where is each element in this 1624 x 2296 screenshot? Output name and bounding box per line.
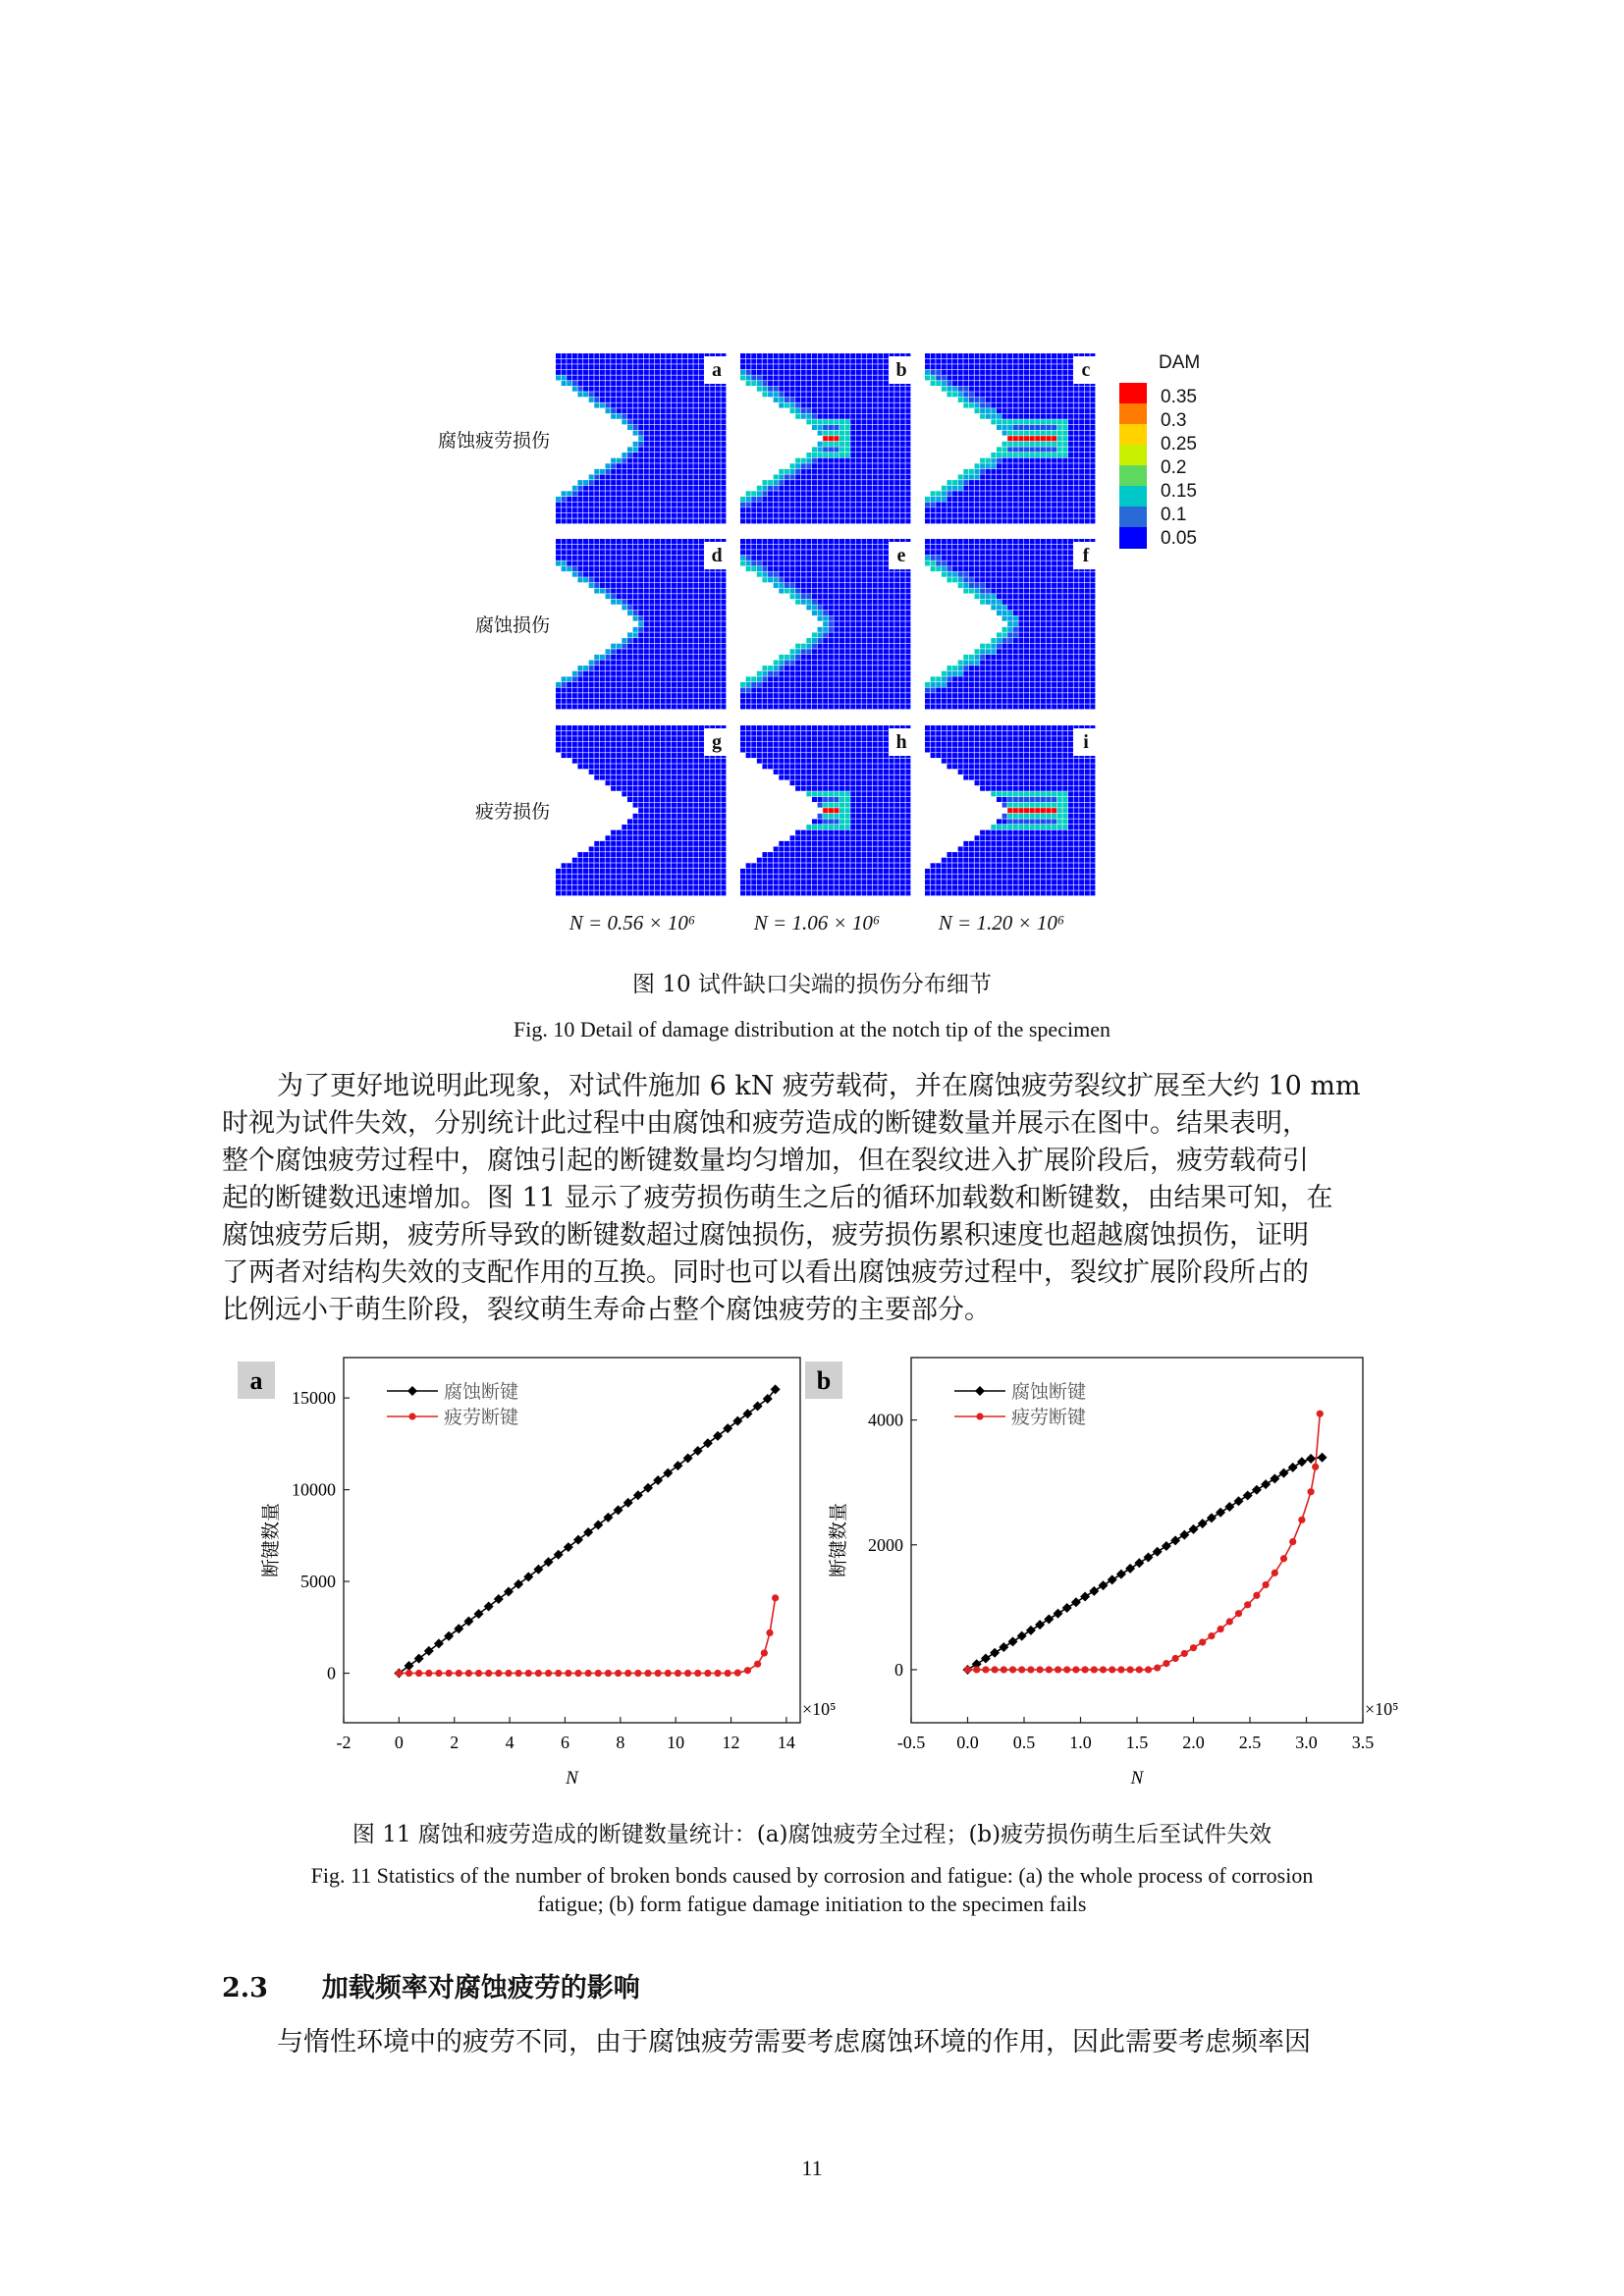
section-title: 加载频率对腐蚀疲劳的影响 [321,1973,640,2003]
data-point [605,1670,612,1677]
section-heading [222,1966,640,2004]
data-point [465,1670,472,1677]
legend-marker [407,1386,417,1396]
data-point [1208,1632,1215,1639]
cycle-label-1: N = 0.56 × 10⁶ [568,911,696,934]
data-point [415,1670,422,1677]
paragraph-line-5: 腐蚀疲劳后期，疲劳所导致的断键数超过腐蚀损伤，疲劳损伤累积速度也超越腐蚀损伤，证明 [222,1220,1309,1251]
data-point [1306,1454,1316,1464]
data-point [766,1629,773,1636]
y-tick-label: 0 [327,1663,336,1683]
data-point [1270,1473,1279,1483]
data-point [615,1670,622,1677]
paragraph-line-7: 比例远小于萌生阶段，裂纹萌生寿命占整个腐蚀疲劳的主要部分。 [222,1295,991,1325]
panel-letter-d: d [704,542,730,569]
x-multiplier: ×10⁵ [802,1699,837,1719]
data-point [1109,1666,1115,1673]
x-tick-label: 2 [450,1733,460,1752]
data-point [585,1670,592,1677]
x-tick-label: 6 [560,1733,569,1752]
section-paragraph [222,2024,1414,2061]
y-tick-label: 5000 [300,1572,336,1592]
data-point [515,1670,522,1677]
data-point [1018,1666,1025,1673]
panel-letter-f: f [1073,542,1099,569]
data-point [1207,1513,1217,1522]
data-point [684,1670,691,1677]
y-axis-label: 断键数量 [829,1502,849,1578]
data-point [1071,1597,1081,1607]
x-axis-label: N [1130,1768,1144,1789]
data-point [1027,1666,1034,1673]
data-point [1199,1638,1206,1645]
data-point [396,1670,403,1677]
data-point [565,1670,571,1677]
data-point [1154,1664,1161,1671]
data-point [990,1648,1000,1658]
data-point [545,1670,552,1677]
data-point [1044,1614,1054,1624]
data-point [1312,1464,1319,1470]
panel-letter-h: h [889,728,914,756]
colorbar-band [1119,527,1147,549]
damage-panel-h [740,725,911,896]
data-point [1017,1631,1027,1641]
data-point [1288,1463,1298,1472]
data-point [999,1642,1008,1652]
data-point [1172,1655,1179,1662]
chart-a [226,1350,837,1801]
data-point [1145,1666,1152,1673]
data-point [992,1666,999,1673]
data-point [1116,1570,1126,1579]
data-point [1136,1666,1143,1673]
data-point [1226,1618,1233,1625]
x-tick-label: 10 [667,1733,685,1752]
legend-marker [975,1386,985,1396]
data-point [1046,1666,1053,1673]
paragraph-line-6: 了两者对结构失效的支配作用的互换。同时也可以看出腐蚀疲劳过程中，裂纹扩展阶段所占的 [222,1257,1309,1288]
data-point [456,1670,462,1677]
data-point [704,1670,711,1677]
data-point [734,1670,741,1677]
data-point [1252,1485,1262,1495]
row-label-corrosion: 腐蚀损伤 [474,614,550,636]
data-point [1001,1666,1007,1673]
data-point [435,1670,442,1677]
x-tick-label: 3.5 [1351,1733,1375,1752]
legend-label: 疲劳断键 [1011,1408,1087,1428]
data-point [1108,1575,1117,1584]
data-point [1189,1524,1199,1534]
colorbar-label-0.05: 0.05 [1161,528,1197,549]
data-point [1243,1491,1253,1501]
data-point [665,1670,672,1677]
data-point [425,1670,432,1677]
data-point [1162,1541,1171,1551]
data-point [595,1670,602,1677]
section-first-line: 与惰性环境中的疲劳不同，由于腐蚀疲劳需要考虑腐蚀环境的作用，因此需要考虑频率因 [277,2027,1311,2057]
plot-frame [344,1358,800,1723]
panel-letter-e: e [889,542,914,569]
data-point [1055,1666,1061,1673]
data-point [1244,1601,1251,1608]
x-tick-label: 3.0 [1295,1733,1318,1752]
data-point [1261,1479,1271,1489]
data-point [1072,1666,1079,1673]
panel-letter-g: g [704,728,730,756]
data-point [1062,1603,1072,1613]
row-label-corrosion-fatigue: 腐蚀疲劳损伤 [437,430,550,452]
data-point [1127,1666,1134,1673]
data-point [1100,1666,1107,1673]
figure-11-caption-en-line1: Fig. 11 Statistics of the number of broken bonds caused by corrosion and fatigue: (a) the whole process of corrosion [310,1863,1314,1888]
data-point [1026,1626,1036,1635]
paragraph-line-2: 时视为试件失效，分别统计此过程中由腐蚀和疲劳造成的断键数量并展示在图中。结果表明， [222,1108,1309,1139]
data-point [535,1670,542,1677]
data-point [495,1670,502,1677]
data-point [1234,1496,1244,1506]
colorbar [1119,383,1147,548]
legend-marker [976,1413,983,1419]
data-point [574,1670,581,1677]
colorbar-label-0.35: 0.35 [1161,387,1197,407]
data-point [1144,1552,1154,1562]
data-point [1008,1636,1018,1646]
x-tick-label: 0.5 [1012,1733,1036,1752]
damage-panel-a [556,353,727,524]
data-point [1134,1558,1144,1568]
data-point [694,1670,701,1677]
x-tick-label: 0.0 [956,1733,979,1752]
data-point [1009,1666,1016,1673]
data-point [1190,1644,1197,1651]
x-tick-label: 1.5 [1125,1733,1149,1752]
x-tick-label: 8 [616,1733,625,1752]
x-tick-label: -2 [336,1733,352,1752]
y-tick-label: 0 [894,1659,903,1680]
colorbar-band [1119,486,1147,507]
data-point [1218,1626,1224,1632]
data-point [1035,1620,1045,1629]
damage-panel-b [740,353,911,524]
data-point [1089,1586,1099,1596]
data-point [973,1666,980,1673]
data-point [1091,1666,1098,1673]
y-tick-label: 4000 [868,1410,903,1430]
colorbar-band [1119,465,1147,487]
data-point [1125,1564,1135,1574]
data-point [1318,1453,1327,1463]
legend-label: 疲劳断键 [444,1408,519,1428]
legend-marker [408,1413,415,1419]
cycle-label-3: N = 1.20 × 10⁶ [938,911,1065,934]
y-tick-label: 15000 [292,1388,336,1409]
paragraph-line-1: 为了更好地说明此现象，对试件施加 6 kN 疲劳载荷，并在腐蚀疲劳裂纹扩展至大约 10 mm [277,1071,1361,1101]
data-point [644,1670,651,1677]
data-point [1117,1666,1124,1673]
series-line-1 [968,1414,1321,1670]
data-point [1272,1570,1278,1576]
legend-label: 腐蚀断键 [444,1382,519,1403]
x-tick-label: 1.0 [1069,1733,1092,1752]
cycle-label-2: N = 1.06 × 10⁶ [753,911,881,934]
x-tick-label: 2.0 [1182,1733,1205,1752]
data-point [1224,1502,1234,1512]
data-point [1153,1547,1163,1557]
data-point [1279,1468,1289,1478]
body-paragraph [222,1068,1414,1329]
data-point [761,1649,768,1656]
paragraph-line-3: 整个腐蚀疲劳过程中，腐蚀引起的断键数量均匀增加，但在裂纹进入扩展阶段后，疲劳载荷引 [222,1146,1309,1176]
data-point [1253,1592,1260,1599]
data-point [1170,1535,1180,1545]
section-number: 2.3 [222,1973,268,2003]
paragraph-line-4: 起的断键数迅速增加。图 11 显示了疲劳损伤萌生之后的循环加载数和断键数，由结果可知，在 [222,1183,1333,1213]
panel-letter-b: b [889,356,914,384]
x-tick-label: 12 [722,1733,740,1752]
panel-letter: b [816,1366,832,1395]
data-point [1308,1488,1315,1495]
data-point [624,1670,631,1677]
row-label-fatigue: 疲劳损伤 [474,801,550,823]
data-point [1080,1592,1090,1602]
data-point [1198,1519,1208,1528]
data-point [525,1670,532,1677]
damage-panel-d [556,539,727,710]
data-point [1263,1581,1270,1588]
colorbar-band [1119,445,1147,466]
figure-10-caption-cn: 图 10 试件缺口尖端的损伤分布细节 [632,972,992,997]
colorbar-label-0.15: 0.15 [1161,481,1197,502]
data-point [1179,1530,1189,1540]
damage-panel-i [925,725,1096,896]
figure-11-caption-cn: 图 11 腐蚀和疲劳造成的断键数量统计：(a)腐蚀疲劳全过程；(b)疲劳损伤萌生后至试件失效 [352,1822,1272,1847]
data-point [445,1670,452,1677]
damage-panel-g [556,725,727,896]
colorbar-band [1119,383,1147,404]
data-point [1280,1555,1287,1562]
data-point [754,1661,761,1668]
figure-11-caption-en-line2: fatigue; (b) form fatigue damage initiation to the specimen fails [537,1892,1087,1916]
x-tick-label: 4 [505,1733,514,1752]
data-point [555,1670,562,1677]
panel-letter-c: c [1073,356,1099,384]
data-point [1216,1508,1225,1518]
legend-label: 腐蚀断键 [1011,1382,1087,1403]
data-point [1082,1666,1089,1673]
x-axis-label: N [566,1768,578,1789]
data-point [981,1654,991,1664]
damage-panel-e [740,539,911,710]
x-tick-label: 2.5 [1238,1733,1262,1752]
y-tick-label: 2000 [868,1534,903,1555]
data-point [1317,1411,1324,1417]
colorbar-title: DAM [1159,352,1201,373]
series-line-1 [399,1598,775,1674]
data-point [675,1670,681,1677]
data-point [772,1594,779,1601]
x-multiplier: ×10⁵ [1365,1699,1399,1719]
data-point [744,1667,751,1674]
colorbar-band [1119,507,1147,528]
y-axis-label: 断键数量 [261,1502,282,1578]
damage-panel-f [925,539,1096,710]
x-tick-label: 14 [777,1733,795,1752]
y-tick-label: 10000 [292,1479,336,1500]
figure-10-caption-en: Fig. 10 Detail of damage distribution at the notch tip of the specimen [514,1017,1110,1041]
data-point [475,1670,482,1677]
data-point [505,1670,512,1677]
x-tick-label: 0 [394,1733,404,1752]
page-number: 11 [801,2156,823,2180]
data-point [1163,1660,1169,1667]
data-point [725,1670,731,1677]
data-point [1297,1457,1307,1467]
colorbar-label-0.1: 0.1 [1161,505,1187,525]
data-point [1099,1580,1109,1590]
data-point [1037,1666,1044,1673]
data-point [1054,1609,1063,1619]
data-point [1298,1517,1305,1523]
data-point [406,1670,412,1677]
damage-panel-c [925,353,1096,524]
damage-map-grid [550,349,1100,895]
panel-letter-a: a [704,356,730,384]
data-point [1235,1610,1242,1617]
panel-letter-i: i [1073,728,1099,756]
colorbar-band [1119,424,1147,446]
data-point [655,1670,662,1677]
data-point [714,1670,721,1677]
data-point [1063,1666,1070,1673]
data-point [964,1666,971,1673]
colorbar-band [1119,403,1147,425]
data-point [485,1670,492,1677]
data-point [1181,1650,1188,1657]
colorbar-label-0.2: 0.2 [1161,457,1187,478]
colorbar-label-0.3: 0.3 [1161,410,1187,431]
data-point [634,1670,641,1677]
data-point [1289,1538,1296,1545]
colorbar-label-0.25: 0.25 [1161,434,1197,454]
data-point [982,1666,989,1673]
chart-b [816,1350,1424,1801]
panel-letter: a [249,1366,263,1395]
x-tick-label: -0.5 [896,1733,926,1752]
